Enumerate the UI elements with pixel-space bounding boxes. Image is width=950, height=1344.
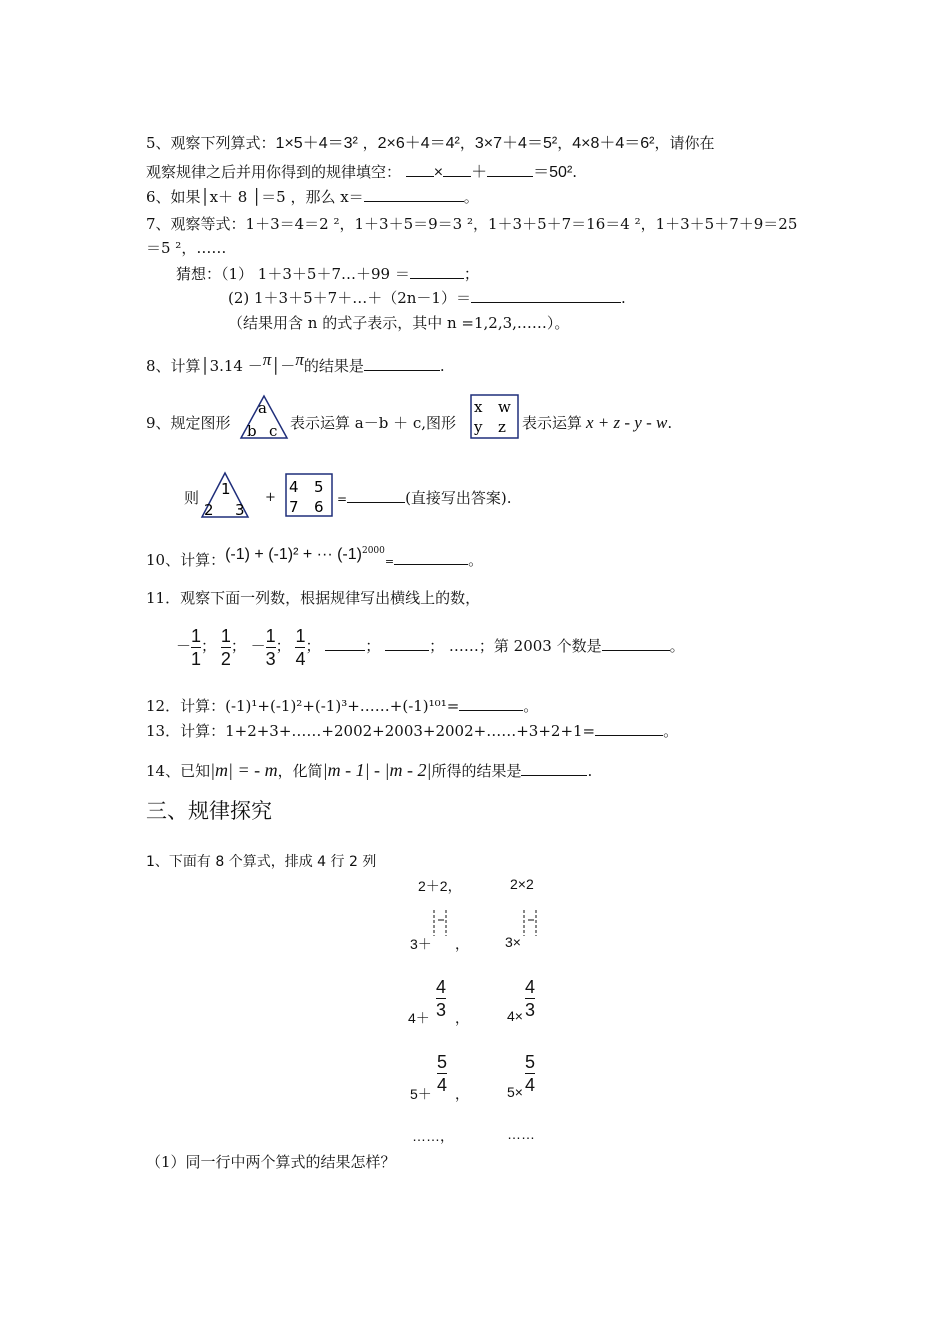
q6-end: 。	[463, 188, 479, 206]
section-title: 三、规律探究	[146, 799, 272, 823]
q10-end: 。	[468, 551, 484, 569]
q5-eq3: 3×7＋4＝5²	[474, 135, 558, 152]
p1-row4-right-den: 4	[525, 1075, 536, 1095]
p1-row4-left-frac	[437, 1051, 447, 1096]
q5-plus: ＋	[471, 164, 488, 181]
p1-row4-left-den: 4	[437, 1075, 448, 1095]
q11-sep-4: ；	[305, 637, 321, 655]
q9-triangle-abc	[238, 393, 290, 441]
q12-text: 12．计算：(-1)¹+(-1)²+(-1)³+……+(-1)¹⁰¹=	[146, 697, 460, 715]
q11-frac-2	[221, 625, 231, 670]
q11-frac-2-num: 1	[220, 625, 231, 646]
p1-row3-right-num: 4	[525, 977, 536, 997]
q9-sq-6: 6	[314, 498, 324, 516]
q11-frac-4	[295, 625, 305, 670]
q13-blank[interactable]	[595, 721, 663, 736]
q7-line2: ＝5 ²，……	[146, 239, 227, 257]
q14-expr: |m - 1| - |m - 2|	[322, 760, 432, 780]
q9-tri-a: a	[258, 399, 267, 417]
q10-blank[interactable]	[394, 550, 468, 565]
q9-sq-y: y	[474, 418, 483, 436]
q5-line2: 观察规律之后并用你得到的规律填空： × ＋ ＝50².	[146, 163, 578, 181]
q7-guess1	[176, 264, 479, 284]
p1-row3-right-den: 3	[525, 1000, 536, 1020]
q9-end: .	[667, 414, 673, 432]
q8-pi2: π	[295, 350, 304, 369]
q11-sep-2: ；	[230, 637, 246, 655]
q11-blank-3[interactable]	[602, 636, 670, 651]
q9-square-4576	[284, 472, 336, 518]
q12-end: 。	[523, 697, 539, 715]
q9-answer-line	[337, 488, 512, 509]
q12-line	[146, 696, 538, 716]
q11-sequence	[176, 622, 685, 670]
q11-sep-6: ；	[429, 637, 445, 655]
q9-blank[interactable]	[347, 488, 405, 503]
q11-frac-1	[191, 625, 201, 670]
q14-line	[146, 760, 592, 781]
p1-row3-right: 4×	[507, 1008, 523, 1024]
q7-guess1-text: 猜想：（1） 1＋3＋5＋7…＋99 ＝	[176, 265, 410, 283]
q5-line1: 5、观察下列算式：1×5＋4＝3² ，2×6＋4＝4²，3×7＋4＝5²，4×8＋4＝6²，请你在	[146, 134, 715, 152]
q5-result: ＝50²	[533, 164, 573, 181]
p1-row4-right-num: 5	[525, 1052, 536, 1072]
q11-frac-1-num: 1	[191, 625, 202, 646]
q13-end: 。	[663, 722, 679, 740]
q9-sq-w: w	[498, 398, 511, 416]
q8-end: .	[439, 357, 445, 375]
q8-line	[146, 350, 445, 376]
p1-row2-right: 3×	[505, 934, 521, 950]
q8-pi1: π	[262, 350, 272, 369]
q9-sq-7: 7	[289, 498, 299, 516]
q5-line2-prefix: 观察规律之后并用你得到的规律填空：	[146, 163, 402, 181]
q9-mid2: 表示运算	[522, 414, 583, 432]
q14-end: .	[587, 762, 593, 780]
q10-eq: =	[384, 555, 395, 568]
q9-then: 则	[184, 489, 200, 507]
p1-row5-right: ……	[507, 1126, 535, 1142]
q9-hint: (直接写出答案).	[405, 489, 512, 507]
p1-row4-left: 5＋	[410, 1086, 432, 1102]
p1-row3-left-frac	[436, 976, 446, 1021]
q9-sq-z: z	[498, 418, 506, 436]
q11-blank-1[interactable]	[325, 636, 365, 651]
q9-triangle-123	[199, 470, 251, 520]
q7-guess2-text: (2) 1＋3＋5＋7＋…＋（2n－1）＝	[228, 289, 471, 307]
q9-tri-3: 3	[235, 501, 245, 519]
q5-blank1[interactable]	[406, 162, 434, 177]
q11-frac-3-num: 1	[265, 625, 276, 646]
q5-times: ×	[433, 164, 444, 181]
q11-line1: 11．观察下面一列数，根据规律写出横线上的数，	[146, 589, 481, 607]
q5-suffix: ，请你在	[654, 134, 715, 152]
p1-row1-right: 2×2	[510, 876, 534, 892]
q9-prefix: 9、规定图形	[146, 414, 231, 432]
q8-suffix: 的结果是	[303, 357, 364, 375]
q6-line	[146, 187, 479, 207]
q7-blank1[interactable]	[410, 264, 464, 279]
q7-guess2-end: .	[620, 289, 626, 307]
q11-frac-3	[266, 625, 276, 670]
q14-cond: |m| = - m	[210, 760, 278, 780]
q11-sign-3: －	[250, 637, 266, 655]
q14-mid: ，化简	[277, 762, 323, 780]
q5-eq2: 2×6＋4＝4²	[377, 135, 460, 152]
q5-eq1: 1×5＋4＝3²	[275, 135, 358, 152]
q10-exp: 2000	[361, 546, 385, 556]
q11-frac-2-den: 2	[220, 648, 231, 669]
p1-row3-left: 4＋	[408, 1010, 430, 1026]
q8-mid: │－	[271, 357, 296, 375]
p1-row5-left: ……，	[412, 1128, 454, 1144]
q8-prefix: 8、计算│3.14 －	[146, 357, 263, 375]
q7-line1: 7、观察等式：1＋3＝4＝2 ²，1＋3＋5＝9＝3 ²，1＋3＋5＋7＝16＝4 ²，1＋3＋5＋7＋9＝25	[146, 215, 798, 233]
q9-expr: x + z - y - w	[586, 413, 668, 432]
p1-intro: 1、下面有 8 个算式，排成 4 行 2 列	[146, 854, 377, 870]
p1-row2-right-fraction-broken	[522, 906, 542, 940]
q7-blank2[interactable]	[471, 288, 621, 303]
q5-blank3[interactable]	[487, 162, 533, 177]
p1-row2-left: 3＋	[410, 936, 432, 952]
q9-tri-b: b	[247, 422, 257, 440]
q10-expr: (-1) + (-1)² + ··· (-1)	[225, 546, 362, 563]
p1-row3-left-end: ，	[455, 1010, 469, 1026]
p1-row4-right-frac	[525, 1051, 535, 1096]
q9-sq-x: x	[474, 398, 483, 416]
q6-text: 6、如果│x＋ 8 │＝5 ，那么 x＝	[146, 188, 364, 206]
q11-tail: 第 2003 个数是	[493, 637, 602, 655]
p1-row3-right-frac	[525, 976, 535, 1021]
q11-dots: ……；	[448, 637, 494, 655]
q11-frac-4-den: 4	[295, 648, 306, 669]
q11-end: 。	[669, 637, 685, 655]
q9-tri-2: 2	[204, 501, 214, 519]
q5-blank2[interactable]	[443, 162, 471, 177]
q9-tri-c: c	[269, 422, 278, 440]
p1-row3-left-num: 4	[436, 977, 447, 997]
q10-line	[146, 546, 484, 573]
q10-prefix: 10、计算：	[146, 551, 226, 569]
q9-eq: =	[337, 492, 348, 506]
q11-sep-5: ；	[365, 637, 381, 655]
q14-blank[interactable]	[521, 761, 587, 776]
q11-blank-2[interactable]	[385, 636, 429, 651]
p1-q1: （1）同一行中两个算式的结果怎样？	[146, 1153, 396, 1171]
q9-mid2-line	[522, 413, 672, 433]
q13-line	[146, 721, 678, 741]
q11-frac-4-num: 1	[295, 625, 306, 646]
q7-guess1-end: ；	[463, 265, 479, 283]
q11-sep-3: ；	[275, 637, 291, 655]
q14-prefix: 14、已知	[146, 762, 211, 780]
q11-sign-1: －	[176, 637, 192, 655]
p1-row4-right: 5×	[507, 1084, 523, 1100]
p1-row1-left: 2＋2，	[418, 878, 462, 894]
q13-text: 13．计算：1+2+3+……+2002+2003+2002+……+3+2+1=	[146, 722, 596, 740]
q11-frac-3-den: 3	[265, 648, 276, 669]
q7-guess2	[228, 288, 626, 308]
q9-sq-4: 4	[289, 478, 299, 496]
q11-frac-1-den: 1	[191, 648, 202, 669]
p1-row4-left-num: 5	[437, 1052, 448, 1072]
p1-row2-left-fraction-broken	[432, 906, 452, 940]
q9-plus: +	[265, 490, 276, 505]
q7-note: （结果用含 n 的式子表示，其中 n =1,2,3,……）。	[228, 314, 570, 332]
q8-blank[interactable]	[364, 356, 440, 371]
q12-blank[interactable]	[459, 696, 523, 711]
p1-row3-left-den: 3	[436, 1000, 447, 1020]
q5-prefix: 5、观察下列算式：	[146, 134, 276, 152]
q9-tri-1: 1	[221, 480, 231, 498]
p1-row2-left-end: ，	[455, 936, 469, 952]
q9-sq-5: 5	[314, 478, 324, 496]
q5-eq4: 4×8＋4＝6²	[572, 135, 655, 152]
q6-blank[interactable]	[364, 187, 464, 202]
q9-square-xwyz	[469, 393, 521, 441]
p1-row4-left-end: ，	[455, 1086, 469, 1102]
q11-sep-1: ；	[201, 637, 217, 655]
q9-mid1: 表示运算 a－b ＋ c,图形	[290, 414, 457, 432]
q14-suffix: 所得的结果是	[431, 762, 522, 780]
